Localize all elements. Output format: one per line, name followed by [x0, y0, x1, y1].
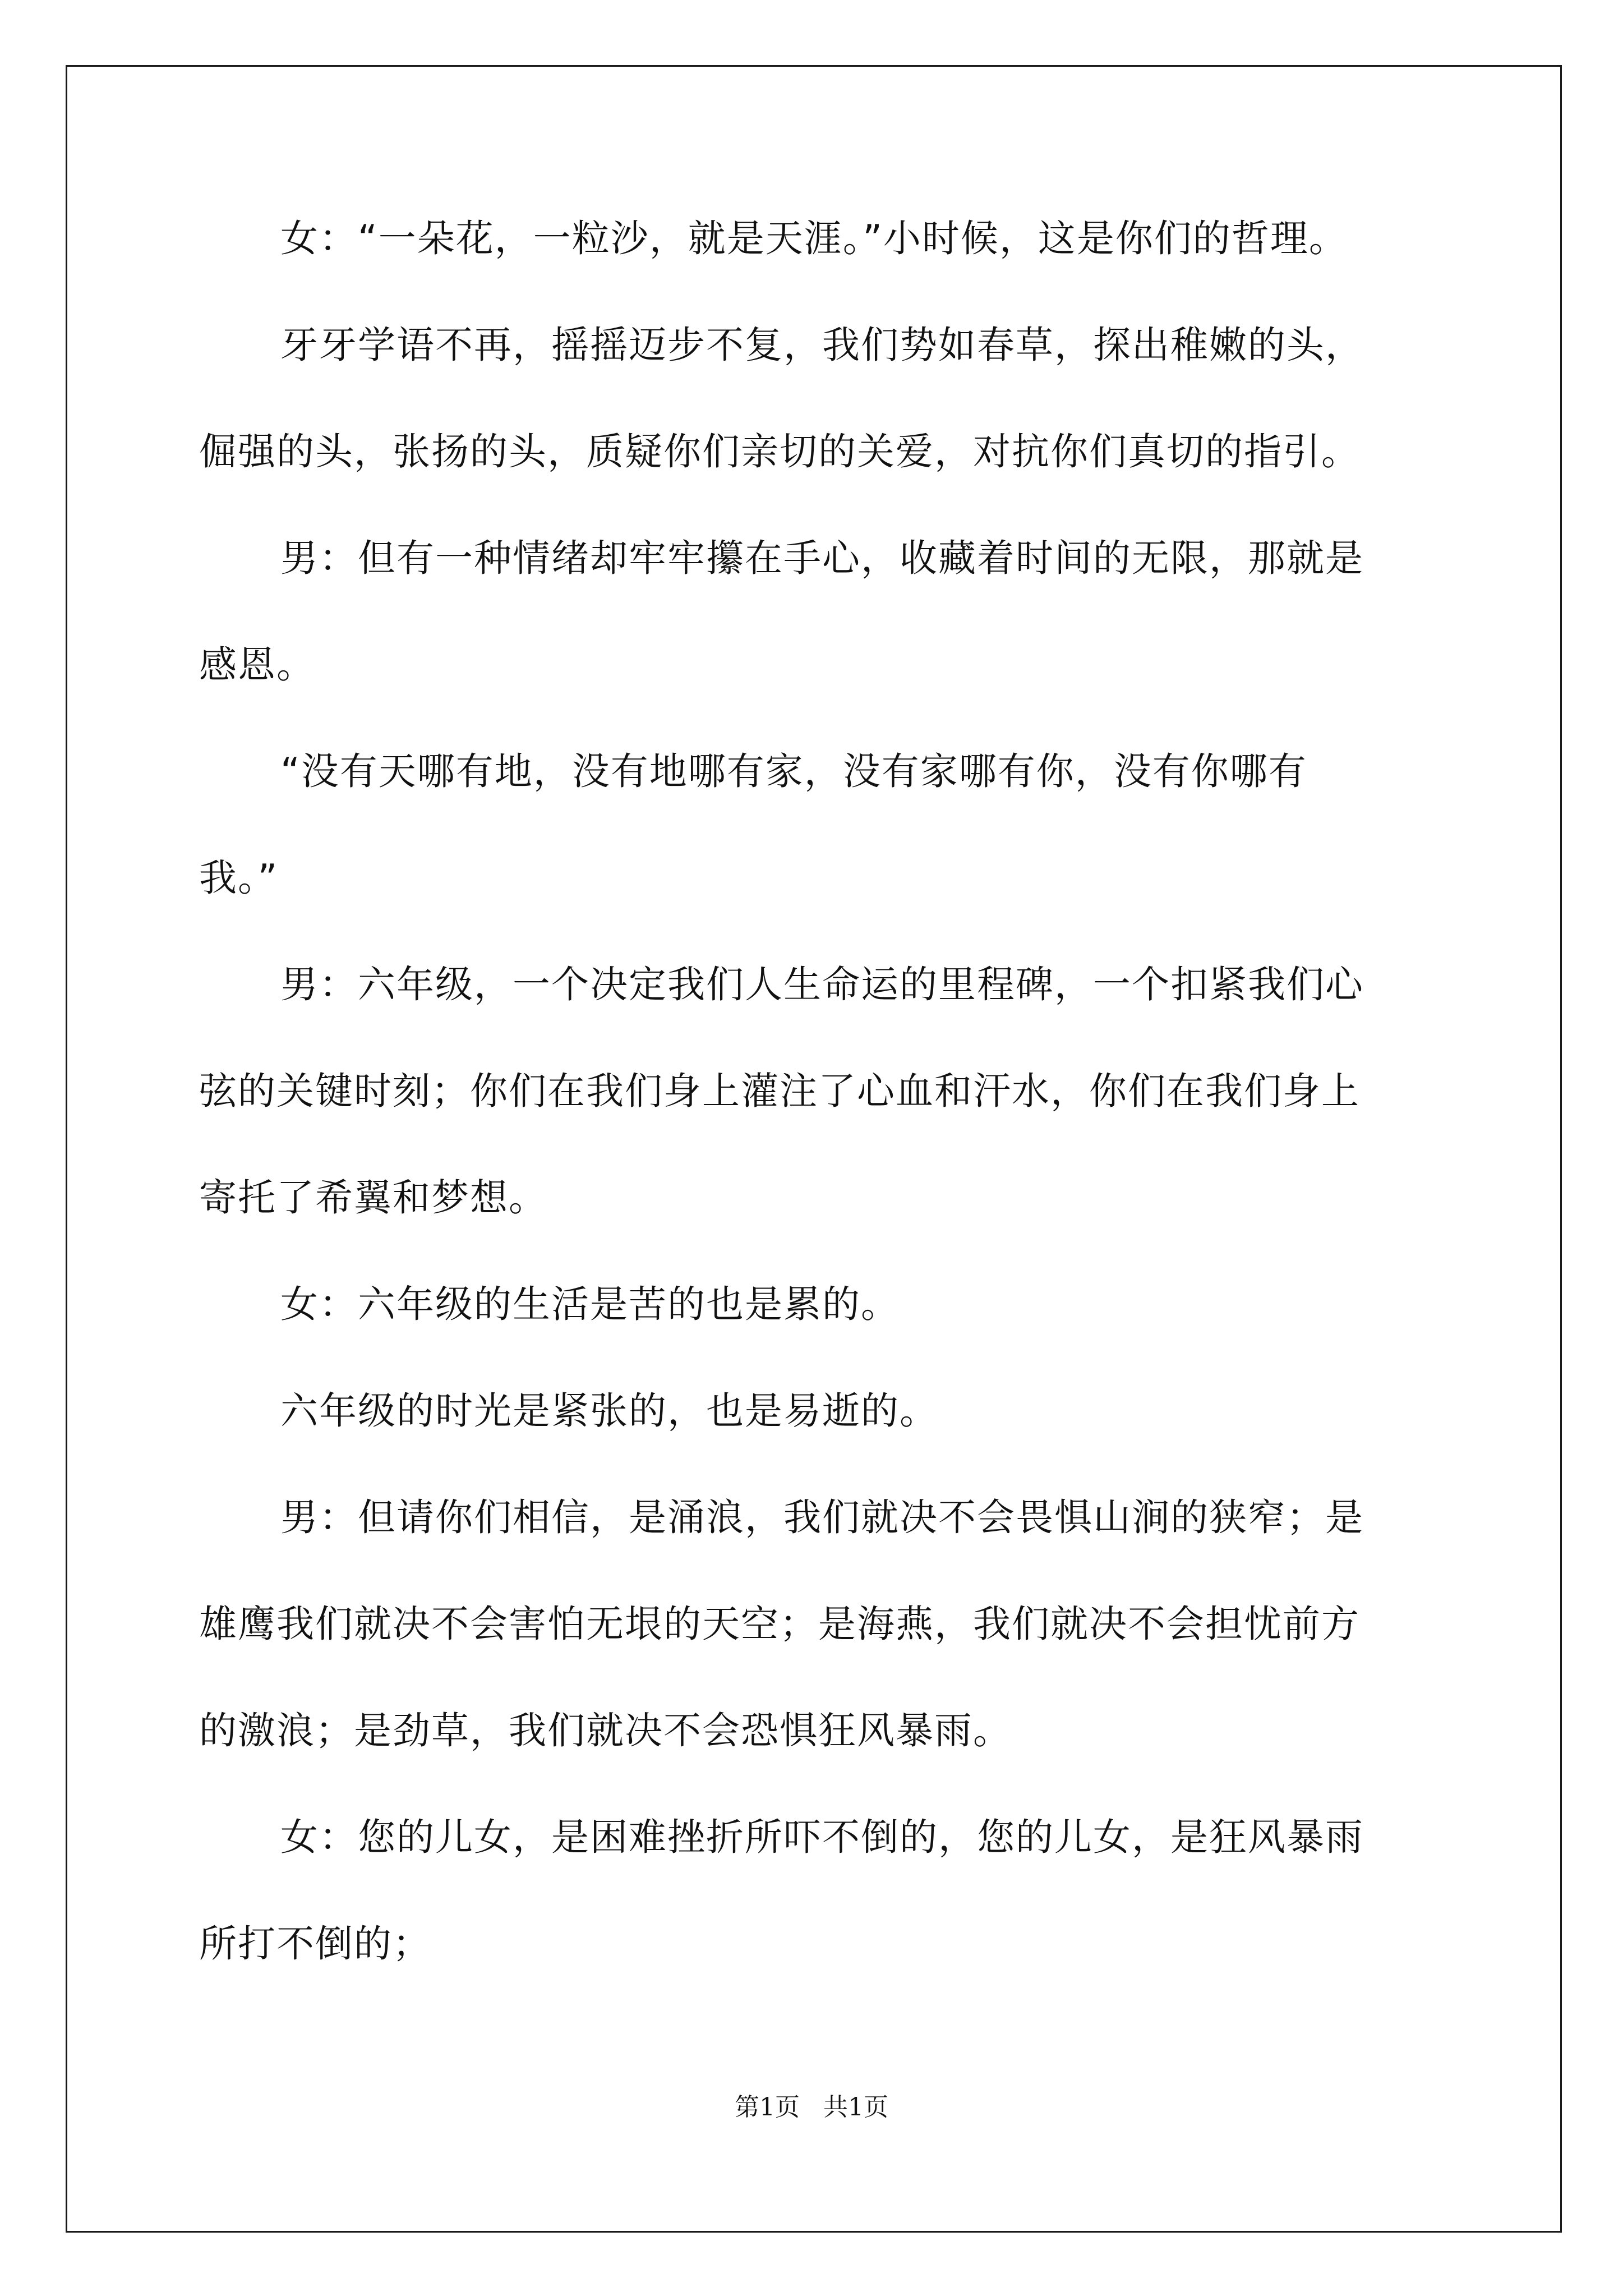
- text-line: 感恩。: [199, 643, 315, 687]
- text-line: 弦的关键时刻；你们在我们身上灌注了心血和汗水，你们在我们身上: [199, 1069, 1360, 1113]
- page-footer: [0, 2087, 1623, 2123]
- text-line: 六年级的时光是紧张的，也是易逝的。: [280, 1389, 938, 1433]
- text-line: 男：但有一种情绪却牢牢攥在手心，收藏着时间的无限，那就是: [280, 536, 1364, 580]
- text-line: 女：六年级的生活是苦的也是累的。: [280, 1282, 900, 1326]
- text-line: 男：六年级，一个决定我们人生命运的里程碑，一个扣紧我们心: [280, 963, 1364, 1006]
- text-line: 男：但请你们相信，是涌浪，我们就决不会畏惧山涧的狭窄；是: [280, 1496, 1364, 1539]
- text-line: 女：您的儿女，是困难挫折所吓不倒的，您的儿女，是狂风暴雨: [280, 1815, 1364, 1859]
- text-line: 雄鹰我们就决不会害怕无垠的天空；是海燕，我们就决不会担忧前方: [199, 1602, 1360, 1646]
- text-line: 牙牙学语不再，摇摇迈步不复，我们势如春草，探出稚嫩的头，: [280, 323, 1364, 367]
- text-line: “没有天哪有地，没有地哪有家，没有家哪有你，没有你哪有: [280, 749, 1307, 793]
- text-line: 倔强的头，张扬的头，质疑你们亲切的关爱，对抗你们真切的指引。: [199, 430, 1360, 473]
- page-total: 共1页: [823, 2093, 888, 2122]
- page-number: 第1页: [735, 2093, 800, 2122]
- text-line: 所打不倒的；: [199, 1922, 431, 1966]
- text-line: 寄托了希翼和梦想。: [199, 1176, 547, 1220]
- page-border: [66, 65, 1562, 2233]
- text-line: 我。”: [199, 856, 279, 900]
- text-line: 的激浪；是劲草，我们就决不会恐惧狂风暴雨。: [199, 1709, 1012, 1752]
- text-line: 女：“一朵花，一粒沙，就是天涯。”小时候，这是你们的哲理。: [280, 217, 1348, 260]
